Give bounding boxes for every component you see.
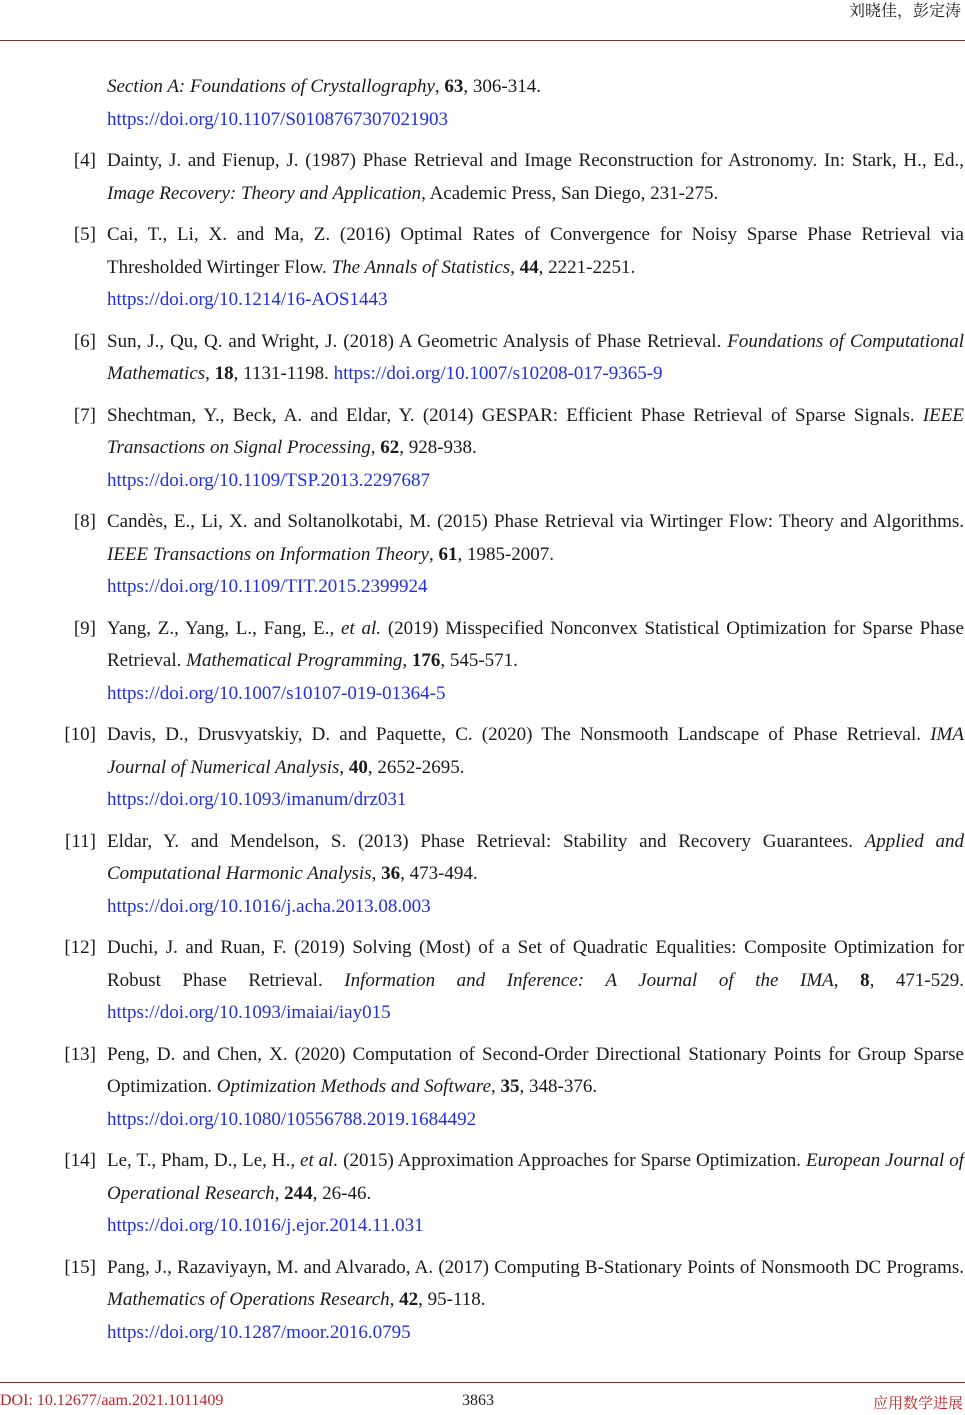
reference-journal: Mathematical Programming — [186, 650, 403, 671]
reference-pages: , 473-494. — [400, 863, 478, 884]
reference-pages: , 348-376. — [519, 1076, 598, 1097]
reference-number: [9] — [73, 617, 96, 639]
reference-pages: , 2652-2695. — [367, 756, 465, 778]
reference-journal: IMA Journal of Numerical Analysis — [107, 724, 964, 778]
reference-et-al: et al. — [300, 1150, 339, 1171]
reference-volume: 44 — [519, 256, 539, 278]
reference-doi-link[interactable]: https://doi.org/10.1016/j.ejor.2014.11.031 — [107, 1215, 424, 1236]
reference-volume: 244 — [284, 1182, 313, 1204]
reference-journal: The Annals of Statistics — [331, 256, 511, 278]
reference-entry: [13] Peng, D. and Chen, X. (2020) Computation of Second-Order Directional Stationary Points for Group Sparse Optimization. Optimization Methods and Software, 35, 348-376. https://doi.org/10.1080/10556788.2019.1684492 — [0, 1039, 965, 1137]
reference-authors-title: Cai, T., Li, X. and Ma, Z. (2016) Optimal Rates of Convergence for Noisy Sparse Phase Retrieval via Thresholded Wirtinger Flow. — [107, 224, 964, 278]
reference-doi-link[interactable]: https://doi.org/10.1080/10556788.2019.1684492 — [107, 1108, 477, 1130]
reference-volume: 176 — [411, 650, 441, 671]
reference-doi-link[interactable]: https://doi.org/10.1287/moor.2016.0795 — [107, 1321, 411, 1343]
reference-pages: , Academic Press, San Diego, 231-275. — [421, 182, 719, 204]
reference-number: [13] — [64, 1043, 96, 1065]
reference-pages: , 2221-2251. — [538, 256, 636, 278]
reference-doi-link[interactable]: https://doi.org/10.1007/s10107-019-01364-5 — [107, 682, 446, 704]
reference-number: [14] — [64, 1150, 96, 1171]
reference-pages: , 26-46. — [312, 1182, 372, 1204]
reference-volume: 61 — [438, 543, 458, 565]
reference-volume: 40 — [348, 756, 368, 778]
reference-authors-title: Shechtman, Y., Beck, A. and Eldar, Y. (2014) GESPAR: Efficient Phase Retrieval of Sparse Signals. — [107, 404, 923, 426]
reference-doi-link[interactable]: https://doi.org/10.1107/S0108767307021903 — [107, 108, 448, 130]
reference-pages: , 1985-2007. — [457, 543, 555, 565]
reference-volume: 35 — [500, 1076, 520, 1097]
reference-entry — [0, 145, 965, 210]
reference-list — [0, 71, 965, 1358]
reference-number: [6] — [73, 330, 96, 352]
reference-journal: Applied and Computational Harmonic Analysis — [107, 830, 964, 884]
reference-number: [10] — [64, 724, 96, 745]
reference-entry: [8] Candès, E., Li, X. and Soltanolkotabi, M. (2015) Phase Retrieval via Wirtinger Flow: Theory and Algorithms. IEEE Transactions on Information Theory, 61, 1985-2007. https://doi.org/10.1109/TIT.2015.2399924 — [0, 506, 965, 604]
page-header — [0, 0, 965, 41]
reference-doi-link[interactable]: https://doi.org/10.1093/imanum/drz031 — [107, 789, 407, 810]
reference-pages: , 95-118. — [418, 1289, 486, 1310]
reference-journal: Mathematics of Operations Research — [107, 1289, 390, 1310]
reference-doi-link[interactable]: https://doi.org/10.1007/s10208-017-9365-9 — [333, 363, 663, 384]
reference-entry: [14] Le, T., Pham, D., Le, H., et al. (2015) Approximation Approaches for Sparse Optimization. European Journal of Operational Research, 244, 26-46. https://doi.org/10.1016/j.ejor.2014.11.031 — [0, 1145, 965, 1243]
reference-authors-title: Sun, J., Qu, Q. and Wright, J. (2018) A Geometric Analysis of Phase Retrieval. — [107, 330, 728, 352]
reference-authors-title: Candès, E., Li, X. and Soltanolkotabi, M. (2015) Phase Retrieval via Wirtinger Flow: Theory and Algorithms. — [107, 511, 964, 532]
reference-authors-title: Dainty, J. and Fienup, J. (1987) Phase Retrieval and Image Reconstruction for Astronomy. In: Stark, H., Ed., — [107, 150, 964, 171]
header-authors: 刘晓佳，彭定涛 — [848, 1, 961, 20]
reference-et-al: et al. — [341, 617, 382, 639]
reference-volume: 63 — [444, 76, 464, 97]
reference-entry: [12] Duchi, J. and Ruan, F. (2019) Solving (Most) of a Set of Quadratic Equalities: Composite Optimization for Robust Phase Retrieval. Information and Inference: A Journal of the IMA, 8, 471-529. https://doi.org/10.1093/imaiai/iay015 — [0, 932, 965, 1030]
reference-authors-title: Duchi, J. and Ruan, F. (2019) Solving (Most) of a Set of Quadratic Equalities: Composite Optimization for Robust Phase Retrieval. — [107, 937, 964, 991]
reference-authors-title: Eldar, Y. and Mendelson, S. (2013) Phase Retrieval: Stability and Recovery Guarantees. — [107, 830, 865, 852]
page-footer — [0, 1382, 965, 1415]
reference-journal: European Journal of Operational Research — [107, 1150, 964, 1204]
reference-number: [15] — [64, 1256, 96, 1278]
reference-entry: [9] Yang, Z., Yang, L., Fang, E., et al. (2019) Misspecified Nonconvex Statistical Optimization for Sparse Phase Retrieval. Mathematical Programming, 176, 545-571. https://doi.org/10.1007/s10107-019-01364-5 — [0, 613, 965, 711]
reference-number: [8] — [73, 511, 96, 532]
reference-doi-link[interactable]: https://doi.org/10.1109/TIT.2015.2399924 — [107, 576, 428, 597]
reference-authors-title: Le, T., Pham, D., Le, H., — [107, 1150, 301, 1171]
reference-pages: , 471-529. — [869, 969, 964, 991]
reference-number: [11] — [65, 830, 96, 852]
reference-pages: , 928-938. — [399, 437, 477, 458]
reference-number: [5] — [73, 224, 96, 245]
reference-authors-title: Davis, D., Drusvyatskiy, D. and Paquette, C. (2020) The Nonsmooth Landscape of Phase Retrieval. — [107, 724, 931, 745]
reference-journal: Section A: Foundations of Crystallography — [107, 76, 435, 97]
reference-title: (2019) Misspecified Nonconvex Statistical Optimization for Sparse Phase Retrieval. — [107, 617, 964, 671]
reference-pages: , 306-314. — [463, 76, 541, 97]
reference-doi-link[interactable]: https://doi.org/10.1093/imaiai/iay015 — [107, 1002, 391, 1023]
reference-entry: [10] Davis, D., Drusvyatskiy, D. and Paquette, C. (2020) The Nonsmooth Landscape of Phase Retrieval. IMA Journal of Numerical Analysis, 40, 2652-2695. https://doi.org/10.1093/imanum/drz031 — [0, 719, 965, 817]
reference-entry: Section A: Foundations of Crystallography, 63, 306-314. https://doi.org/10.1107/S0108767307021903 — [107, 76, 541, 130]
reference-journal: Image Recovery: Theory and Application — [107, 182, 422, 204]
reference-entry: [6] Sun, J., Qu, Q. and Wright, J. (2018) A Geometric Analysis of Phase Retrieval. Foundations of Computational Mathematics, 18, 1131-1198. https://doi.org/10.1007/s10208-017-9365-9 — [0, 326, 965, 391]
reference-journal: Optimization Methods and Software — [216, 1076, 492, 1097]
reference-number: [4] — [73, 150, 96, 171]
footer-journal-name: 应用数学进展 — [872, 1394, 963, 1412]
reference-entry: [5] Cai, T., Li, X. and Ma, Z. (2016) Optimal Rates of Convergence for Noisy Sparse Phase Retrieval via Thresholded Wirtinger Flow. The Annals of Statistics, 44, 2221-2251. https://doi.org/10.1214/16-AOS1443 — [0, 219, 965, 317]
reference-title: (2015) Approximation Approaches for Sparse Optimization. — [338, 1150, 806, 1171]
reference-entry: [15] Pang, J., Razaviyayn, M. and Alvarado, A. (2017) Computing B-Stationary Points of Nonsmooth DC Programs. Mathematics of Operations Research, 42, 95-118. https://doi.org/10.1287/moor.2016.0795 — [0, 1252, 965, 1350]
reference-doi-link[interactable]: https://doi.org/10.1016/j.acha.2013.08.003 — [107, 895, 431, 917]
reference-doi-link[interactable]: https://doi.org/10.1109/TSP.2013.2297687 — [107, 469, 431, 491]
reference-doi-link[interactable]: https://doi.org/10.1214/16-AOS1443 — [107, 289, 388, 310]
footer-doi[interactable]: DOI: 10.12677/aam.2021.1011409 — [0, 1392, 224, 1409]
reference-number: [12] — [64, 937, 96, 958]
reference-journal: Foundations of Computational Mathematics — [107, 330, 964, 384]
reference-pages: , 1131-1198. — [233, 363, 329, 384]
reference-entry: [7] Shechtman, Y., Beck, A. and Eldar, Y. (2014) GESPAR: Efficient Phase Retrieval of Sparse Signals. IEEE Transactions on Signal Processing, 62, 928-938. https://doi.org/10.1109/TSP.2013.2297687 — [0, 400, 965, 498]
reference-authors-title: Pang, J., Razaviyayn, M. and Alvarado, A. (2017) Computing B-Stationary Points of Nonsmooth DC Programs. — [107, 1256, 964, 1278]
reference-volume: 36 — [381, 863, 401, 884]
reference-pages: , 545-571. — [440, 650, 518, 671]
reference-authors-title: Yang, Z., Yang, L., Fang, E., — [107, 617, 342, 639]
reference-authors-title: Peng, D. and Chen, X. (2020) Computation of Second-Order Directional Stationary Points for Group Sparse Optimization. — [107, 1043, 964, 1097]
reference-volume: 8 — [860, 969, 870, 991]
reference-volume: 42 — [399, 1289, 419, 1310]
reference-volume: 18 — [214, 363, 234, 384]
reference-journal: IEEE Transactions on Signal Processing — [107, 404, 964, 458]
reference-volume: 62 — [380, 437, 400, 458]
reference-entry: [11] Eldar, Y. and Mendelson, S. (2013) Phase Retrieval: Stability and Recovery Guarantees. Applied and Computational Harmonic Analysis, 36, 473-494. https://doi.org/10.1016/j.acha.2013.08.003 — [0, 826, 965, 924]
reference-journal: IEEE Transactions on Information Theory — [107, 543, 429, 565]
page-number: 3863 — [462, 1392, 494, 1409]
reference-number: [7] — [73, 404, 96, 426]
reference-journal: Information and Inference: A Journal of the IMA — [344, 969, 834, 991]
